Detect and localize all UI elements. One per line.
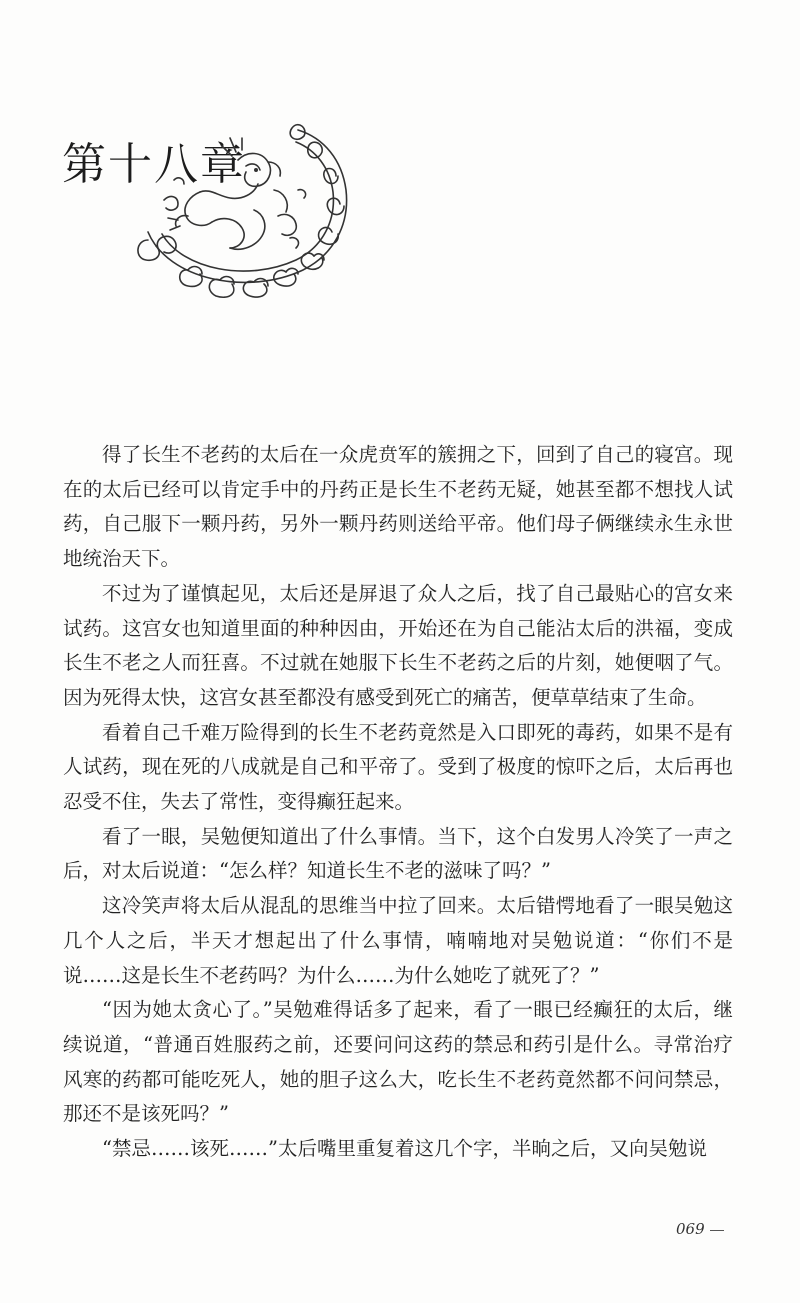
paragraph: 得了长生不老药的太后在一众虎贲军的簇拥之下，回到了自己的寝宫。现在的太后已经可以肯定手中的丹药正是长生不老药无疑，她甚至都不想找人试药，自己服下一颗丹药，另外一颗丹药则送给平帝。他们母子俩继续永生永世地统治天下。 [63,443,733,571]
paragraph: 这冷笑声将太后从混乱的思维当中拉了回来。太后错愕地看了一眼吴勉这几个人之后，半天才想起出了什么事情，喃喃地对吴勉说道：“你们不是说……这是长生不老药吗？为什么……为什么她吃了就死了？” [63,894,733,987]
page-number-dash [710,1230,724,1231]
page-number [676,1220,724,1238]
paragraph: “禁忌……该死……”太后嘴里重复着这几个字，半晌之后，又向吴勉说 [102,1137,707,1161]
cloud-dragon-ornament-icon [128,120,360,300]
chapter-title: 第十八章 [62,139,246,190]
paragraph: “因为她太贪心了。”吴勉难得话多了起来，看了一眼已经癫狂的太后，继续说道，“普通百姓服药之前，还要问问这药的禁忌和药引是什么。寻常治疗风寒的药都可能吃死人，她的胆子这么大，吃长生不老药竟然都不问问禁忌，那还不是该死吗？” [63,998,733,1126]
paragraph: 看着自己千难万险得到的长生不老药竟然是入口即死的毒药，如果不是有人试药，现在死的八成就是自己和平帝了。受到了极度的惊吓之后，太后再也忍受不住，失去了常性，变得癫狂起来。 [63,720,733,814]
paragraph: 不过为了谨慎起见，太后还是屏退了众人之后，找了自己最贴心的宫女来试药。这宫女也知道里面的种种因由，开始还在为自己能沾太后的洪福，变成长生不老之人而狂喜。不过就在她服下长生不老药之后的片刻，她便咽了气。因为死得太快，这宫女甚至都没有感受到死亡的痛苦，便草草结束了生命。 [63,581,733,709]
paragraph: 看了一眼，吴勉便知道出了什么事情。当下，这个白发男人冷笑了一声之后，对太后说道：“怎么样？知道长生不老的滋味了吗？” [63,824,733,883]
chapter-body [63,438,733,1167]
page-number-value: 069 [676,1220,705,1238]
